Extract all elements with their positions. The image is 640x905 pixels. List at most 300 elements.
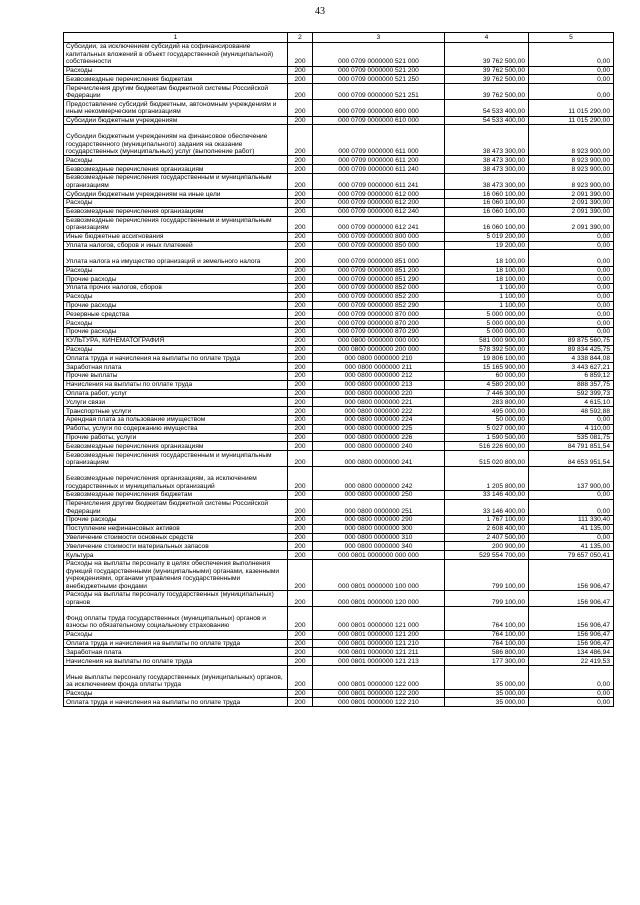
row-planned-amount: 516 226 600,00 xyxy=(445,442,529,451)
row-planned-amount: 18 100,00 xyxy=(445,266,529,275)
table-row xyxy=(64,590,614,606)
row-budget-code: 000 0709 0000000 611 200 xyxy=(313,156,445,165)
table-row xyxy=(64,198,614,207)
row-budget-code: 000 0709 0000000 850 000 xyxy=(313,241,445,250)
row-executed-amount: 11 015 290,00 xyxy=(529,100,614,116)
row-executed-amount: 137 900,00 xyxy=(529,467,614,491)
row-line-code: 200 xyxy=(288,207,313,216)
row-line-code: 200 xyxy=(288,389,313,398)
row-line-code: 200 xyxy=(288,499,313,515)
table-row xyxy=(64,424,614,433)
row-line-code: 200 xyxy=(288,491,313,500)
row-executed-amount: 0,00 xyxy=(529,665,614,689)
row-name: Расходы xyxy=(64,630,288,639)
table-row xyxy=(64,491,614,500)
row-name: Субсидии бюджетным учреждениям на финансовое обеспечение государственного (муниципального) задания на оказание государственных (муниципальных) услуг (выполнение работ) xyxy=(64,125,288,156)
row-planned-amount: 38 473 300,00 xyxy=(445,125,529,156)
row-executed-amount: 3 443 627,21 xyxy=(529,363,614,372)
row-planned-amount: 39 762 500,00 xyxy=(445,43,529,67)
row-budget-code: 000 0709 0000000 600 000 xyxy=(313,100,445,116)
row-name: Безвозмездные перечисления государственным и муниципальным организациям xyxy=(64,451,288,467)
row-executed-amount: 156 906,47 xyxy=(529,630,614,639)
row-name: Услуги связи xyxy=(64,398,288,407)
row-budget-code: 000 0709 0000000 851 000 xyxy=(313,250,445,266)
row-name: Прочие работы, услуги xyxy=(64,433,288,442)
table-row xyxy=(64,372,614,381)
row-line-code: 200 xyxy=(288,665,313,689)
row-executed-amount: 0,00 xyxy=(529,292,614,301)
row-budget-code: 000 0800 0000000 241 xyxy=(313,451,445,467)
row-executed-amount: 0,00 xyxy=(529,284,614,293)
row-line-code: 200 xyxy=(288,100,313,116)
table-row xyxy=(64,442,614,451)
row-budget-code: 000 0800 0000000 251 xyxy=(313,499,445,515)
row-line-code: 200 xyxy=(288,433,313,442)
table-row xyxy=(64,336,614,345)
row-executed-amount: 156 906,47 xyxy=(529,639,614,648)
table-row xyxy=(64,301,614,310)
table-row xyxy=(64,467,614,491)
table-row xyxy=(64,389,614,398)
row-executed-amount: 22 419,53 xyxy=(529,657,614,666)
table-row xyxy=(64,328,614,337)
row-name: Безвозмездные перечисления организациям xyxy=(64,207,288,216)
table-row xyxy=(64,66,614,75)
table-row xyxy=(64,241,614,250)
row-budget-code: 000 0709 0000000 611 000 xyxy=(313,125,445,156)
row-name: Резервные средства xyxy=(64,310,288,319)
row-planned-amount: 16 060 100,00 xyxy=(445,190,529,199)
column-header: 5 xyxy=(529,33,614,43)
row-executed-amount: 0,00 xyxy=(529,241,614,250)
row-name: Предоставление субсидий бюджетным, автономным учреждениям и иным некоммерческим организациям xyxy=(64,100,288,116)
table-row xyxy=(64,75,614,84)
row-name: Фонд оплаты труда государственных (муниципальных) органов и взносы по обязательному социальному страхованию xyxy=(64,607,288,631)
row-budget-code: 000 0800 0000000 225 xyxy=(313,424,445,433)
row-budget-code: 000 0800 0000000 300 xyxy=(313,524,445,533)
page-number: 43 xyxy=(315,6,325,17)
row-executed-amount: 592 399,73 xyxy=(529,389,614,398)
row-budget-code: 000 0800 0000000 340 xyxy=(313,542,445,551)
row-planned-amount: 16 060 100,00 xyxy=(445,207,529,216)
row-line-code: 200 xyxy=(288,363,313,372)
row-line-code: 200 xyxy=(288,125,313,156)
row-executed-amount: 79 657 050,41 xyxy=(529,551,614,560)
row-line-code: 200 xyxy=(288,630,313,639)
table-row xyxy=(64,207,614,216)
row-executed-amount: 2 091 390,00 xyxy=(529,190,614,199)
row-executed-amount: 156 906,47 xyxy=(529,607,614,631)
row-name: Субсидии бюджетным учреждениям xyxy=(64,116,288,125)
row-budget-code: 000 0801 0000000 121 213 xyxy=(313,657,445,666)
row-name: Культура xyxy=(64,551,288,560)
row-planned-amount: 38 473 300,00 xyxy=(445,156,529,165)
row-name: Заработная плата xyxy=(64,363,288,372)
table-row xyxy=(64,689,614,698)
row-line-code: 200 xyxy=(288,319,313,328)
column-header: 3 xyxy=(313,33,445,43)
row-line-code: 200 xyxy=(288,533,313,542)
row-name: Увеличение стоимости основных средств xyxy=(64,533,288,542)
table-row xyxy=(64,84,614,100)
row-planned-amount: 18 100,00 xyxy=(445,275,529,284)
row-line-code: 200 xyxy=(288,292,313,301)
row-line-code: 200 xyxy=(288,116,313,125)
row-budget-code: 000 0709 0000000 611 240 xyxy=(313,165,445,174)
table-row xyxy=(64,433,614,442)
row-executed-amount: 89 875 560,75 xyxy=(529,336,614,345)
row-name: Прочие расходы xyxy=(64,301,288,310)
table-row xyxy=(64,559,614,590)
table-row xyxy=(64,451,614,467)
row-executed-amount: 2 091 390,00 xyxy=(529,207,614,216)
row-executed-amount: 0,00 xyxy=(529,319,614,328)
table-row xyxy=(64,648,614,657)
row-executed-amount: 0,00 xyxy=(529,275,614,284)
row-executed-amount: 0,00 xyxy=(529,310,614,319)
row-executed-amount: 134 486,94 xyxy=(529,648,614,657)
row-budget-code: 000 0800 0000000 221 xyxy=(313,398,445,407)
row-name: Прочие расходы xyxy=(64,328,288,337)
row-name: Безвозмездные перечисления организациям, за исключением государственных и муниципальных организаций xyxy=(64,467,288,491)
table-row xyxy=(64,250,614,266)
row-budget-code: 000 0800 0000000 210 xyxy=(313,354,445,363)
row-name: Оплата работ, услуг xyxy=(64,389,288,398)
row-line-code: 200 xyxy=(288,328,313,337)
row-planned-amount: 1 205 800,00 xyxy=(445,467,529,491)
row-line-code: 200 xyxy=(288,424,313,433)
row-executed-amount: 4 338 844,08 xyxy=(529,354,614,363)
row-planned-amount: 15 165 900,00 xyxy=(445,363,529,372)
row-budget-code: 000 0709 0000000 612 241 xyxy=(313,216,445,232)
row-budget-code: 000 0801 0000000 121 000 xyxy=(313,607,445,631)
row-line-code: 200 xyxy=(288,354,313,363)
row-line-code: 200 xyxy=(288,407,313,416)
row-planned-amount: 5 019 200,00 xyxy=(445,232,529,241)
row-executed-amount: 0,00 xyxy=(529,698,614,707)
row-planned-amount: 16 060 100,00 xyxy=(445,216,529,232)
row-executed-amount: 84 653 951,54 xyxy=(529,451,614,467)
row-planned-amount: 764 100,00 xyxy=(445,639,529,648)
row-budget-code: 000 0801 0000000 000 000 xyxy=(313,551,445,560)
row-line-code: 200 xyxy=(288,275,313,284)
row-line-code: 200 xyxy=(288,559,313,590)
table-row xyxy=(64,165,614,174)
row-planned-amount: 18 100,00 xyxy=(445,250,529,266)
row-budget-code: 000 0801 0000000 122 210 xyxy=(313,698,445,707)
row-name: Оплата труда и начисления на выплаты по оплате труда xyxy=(64,639,288,648)
table-row xyxy=(64,310,614,319)
table-row xyxy=(64,345,614,354)
table-row xyxy=(64,516,614,525)
row-planned-amount: 38 473 300,00 xyxy=(445,173,529,189)
row-line-code: 200 xyxy=(288,542,313,551)
row-executed-amount: 2 091 390,00 xyxy=(529,198,614,207)
row-budget-code: 000 0801 0000000 122 000 xyxy=(313,665,445,689)
row-executed-amount: 89 834 425,75 xyxy=(529,345,614,354)
table-row xyxy=(64,607,614,631)
budget-table xyxy=(63,32,614,707)
row-budget-code: 000 0709 0000000 521 000 xyxy=(313,43,445,67)
row-executed-amount: 0,00 xyxy=(529,328,614,337)
row-budget-code: 000 0800 0000000 290 xyxy=(313,516,445,525)
row-line-code: 200 xyxy=(288,372,313,381)
row-planned-amount: 764 100,00 xyxy=(445,607,529,631)
row-line-code: 200 xyxy=(288,451,313,467)
row-executed-amount: 0,00 xyxy=(529,232,614,241)
row-executed-amount: 2 091 390,00 xyxy=(529,216,614,232)
table-row xyxy=(64,542,614,551)
row-name: Оплата труда и начисления на выплаты по оплате труда xyxy=(64,698,288,707)
row-budget-code: 000 0709 0000000 800 000 xyxy=(313,232,445,241)
table-row xyxy=(64,275,614,284)
row-planned-amount: 177 300,00 xyxy=(445,657,529,666)
row-budget-code: 000 0709 0000000 870 290 xyxy=(313,328,445,337)
row-executed-amount: 0,00 xyxy=(529,75,614,84)
row-planned-amount: 5 027 000,00 xyxy=(445,424,529,433)
row-line-code: 200 xyxy=(288,75,313,84)
row-planned-amount: 38 473 300,00 xyxy=(445,165,529,174)
column-header: 2 xyxy=(288,33,313,43)
row-budget-code: 000 0709 0000000 611 241 xyxy=(313,173,445,189)
table-row xyxy=(64,665,614,689)
row-planned-amount: 799 100,00 xyxy=(445,559,529,590)
row-planned-amount: 200 900,00 xyxy=(445,542,529,551)
row-planned-amount: 50 000,00 xyxy=(445,416,529,425)
row-budget-code: 000 0800 0000000 250 xyxy=(313,491,445,500)
row-line-code: 200 xyxy=(288,84,313,100)
row-line-code: 200 xyxy=(288,516,313,525)
row-name: Субсидии, за исключением субсидий на софинансирование капитальных вложений в объект государственной (муниципальной) собственности xyxy=(64,43,288,67)
row-line-code: 200 xyxy=(288,607,313,631)
row-planned-amount: 19 200,00 xyxy=(445,241,529,250)
row-planned-amount: 33 146 400,00 xyxy=(445,491,529,500)
row-planned-amount: 586 800,00 xyxy=(445,648,529,657)
row-planned-amount: 5 000 000,00 xyxy=(445,310,529,319)
table-row xyxy=(64,630,614,639)
row-budget-code: 000 0801 0000000 122 200 xyxy=(313,689,445,698)
row-budget-code: 000 0709 0000000 851 200 xyxy=(313,266,445,275)
row-planned-amount: 1 100,00 xyxy=(445,292,529,301)
table-row xyxy=(64,657,614,666)
row-line-code: 200 xyxy=(288,551,313,560)
table-row xyxy=(64,284,614,293)
row-planned-amount: 60 000,00 xyxy=(445,372,529,381)
row-executed-amount: 0,00 xyxy=(529,416,614,425)
row-name: Прочие выплаты xyxy=(64,372,288,381)
row-budget-code: 000 0800 0000000 200 000 xyxy=(313,345,445,354)
row-budget-code: 000 0801 0000000 121 200 xyxy=(313,630,445,639)
row-executed-amount: 4 615,10 xyxy=(529,398,614,407)
table-row xyxy=(64,398,614,407)
row-planned-amount: 33 146 400,00 xyxy=(445,499,529,515)
row-name: Расходы на выплаты персоналу в целях обеспечения выполнения функций государственными (муниципальными) органами, казенными учреждениями, органами управления государственными внебюджетными фондами xyxy=(64,559,288,590)
row-budget-code: 000 0709 0000000 612 240 xyxy=(313,207,445,216)
table-row xyxy=(64,363,614,372)
row-budget-code: 000 0800 0000000 224 xyxy=(313,416,445,425)
table-row xyxy=(64,125,614,156)
row-line-code: 200 xyxy=(288,241,313,250)
row-line-code: 200 xyxy=(288,380,313,389)
row-planned-amount: 5 000 000,00 xyxy=(445,319,529,328)
table-row xyxy=(64,173,614,189)
row-name: Уплата прочих налогов, сборов xyxy=(64,284,288,293)
row-budget-code: 000 0709 0000000 521 250 xyxy=(313,75,445,84)
row-budget-code: 000 0800 0000000 213 xyxy=(313,380,445,389)
row-name: Заработная плата xyxy=(64,648,288,657)
table-row xyxy=(64,156,614,165)
row-executed-amount: 535 081,75 xyxy=(529,433,614,442)
row-name: Оплата труда и начисления на выплаты по оплате труда xyxy=(64,354,288,363)
row-planned-amount: 283 800,00 xyxy=(445,398,529,407)
row-executed-amount: 4 110,00 xyxy=(529,424,614,433)
row-executed-amount: 0,00 xyxy=(529,533,614,542)
row-budget-code: 000 0709 0000000 852 290 xyxy=(313,301,445,310)
row-planned-amount: 1 100,00 xyxy=(445,284,529,293)
row-line-code: 200 xyxy=(288,198,313,207)
row-name: Расходы xyxy=(64,198,288,207)
row-budget-code: 000 0801 0000000 100 000 xyxy=(313,559,445,590)
row-name: Расходы xyxy=(64,319,288,328)
row-line-code: 200 xyxy=(288,398,313,407)
row-name: Перечисления другим бюджетам бюджетной системы Российской Федерации xyxy=(64,499,288,515)
row-planned-amount: 39 762 500,00 xyxy=(445,75,529,84)
row-line-code: 200 xyxy=(288,657,313,666)
row-budget-code: 000 0800 0000000 212 xyxy=(313,372,445,381)
row-planned-amount: 764 100,00 xyxy=(445,630,529,639)
row-executed-amount: 41 135,00 xyxy=(529,524,614,533)
row-budget-code: 000 0801 0000000 121 211 xyxy=(313,648,445,657)
table-row xyxy=(64,292,614,301)
row-budget-code: 000 0801 0000000 120 000 xyxy=(313,590,445,606)
row-name: Безвозмездные перечисления государственным и муниципальным организациям xyxy=(64,216,288,232)
row-line-code: 200 xyxy=(288,301,313,310)
row-executed-amount: 8 923 900,00 xyxy=(529,156,614,165)
row-budget-code: 000 0709 0000000 851 290 xyxy=(313,275,445,284)
row-name: Расходы xyxy=(64,689,288,698)
row-line-code: 200 xyxy=(288,165,313,174)
row-line-code: 200 xyxy=(288,689,313,698)
row-line-code: 200 xyxy=(288,43,313,67)
row-planned-amount: 799 100,00 xyxy=(445,590,529,606)
row-line-code: 200 xyxy=(288,442,313,451)
row-line-code: 200 xyxy=(288,639,313,648)
row-executed-amount: 84 791 851,54 xyxy=(529,442,614,451)
table-row xyxy=(64,524,614,533)
row-planned-amount: 54 533 400,00 xyxy=(445,100,529,116)
table-row xyxy=(64,639,614,648)
row-planned-amount: 54 533 400,00 xyxy=(445,116,529,125)
row-planned-amount: 529 554 700,00 xyxy=(445,551,529,560)
table-row xyxy=(64,43,614,67)
row-line-code: 200 xyxy=(288,345,313,354)
row-line-code: 200 xyxy=(288,467,313,491)
row-planned-amount: 16 060 100,00 xyxy=(445,198,529,207)
row-name: Безвозмездные перечисления бюджетам xyxy=(64,491,288,500)
row-planned-amount: 578 392 500,00 xyxy=(445,345,529,354)
table-row xyxy=(64,551,614,560)
row-name: Уплата налога на имущество организаций и земельного налога xyxy=(64,250,288,266)
row-executed-amount: 8 923 900,00 xyxy=(529,173,614,189)
row-name: Иные бюджетные ассигнования xyxy=(64,232,288,241)
row-executed-amount: 0,00 xyxy=(529,250,614,266)
row-executed-amount: 0,00 xyxy=(529,491,614,500)
row-line-code: 200 xyxy=(288,648,313,657)
row-name: Расходы xyxy=(64,266,288,275)
row-line-code: 200 xyxy=(288,232,313,241)
row-planned-amount: 39 762 500,00 xyxy=(445,66,529,75)
row-planned-amount: 1 767 100,00 xyxy=(445,516,529,525)
row-budget-code: 000 0709 0000000 612 200 xyxy=(313,198,445,207)
row-name: Расходы xyxy=(64,345,288,354)
row-name: Перечисления другим бюджетам бюджетной системы Российской Федерации xyxy=(64,84,288,100)
row-planned-amount: 2 407 500,00 xyxy=(445,533,529,542)
row-budget-code: 000 0709 0000000 870 200 xyxy=(313,319,445,328)
row-planned-amount: 2 608 400,00 xyxy=(445,524,529,533)
row-line-code: 200 xyxy=(288,66,313,75)
row-executed-amount: 11 015 290,00 xyxy=(529,116,614,125)
row-budget-code: 000 0709 0000000 610 000 xyxy=(313,116,445,125)
row-line-code: 200 xyxy=(288,416,313,425)
row-name: Расходы на выплаты персоналу государственных (муниципальных) органов xyxy=(64,590,288,606)
table-row xyxy=(64,533,614,542)
row-name: Начисления на выплаты по оплате труда xyxy=(64,657,288,666)
table-row xyxy=(64,266,614,275)
row-name: Прочие расходы xyxy=(64,516,288,525)
table-row xyxy=(64,698,614,707)
row-budget-code: 000 0709 0000000 521 200 xyxy=(313,66,445,75)
row-executed-amount: 0,00 xyxy=(529,301,614,310)
table-row xyxy=(64,216,614,232)
row-executed-amount: 8 923 900,00 xyxy=(529,125,614,156)
row-budget-code: 000 0800 0000000 226 xyxy=(313,433,445,442)
row-budget-code: 000 0800 0000000 220 xyxy=(313,389,445,398)
row-name: Поступление нефинансовых активов xyxy=(64,524,288,533)
row-budget-code: 000 0709 0000000 870 000 xyxy=(313,310,445,319)
row-line-code: 200 xyxy=(288,590,313,606)
table-row xyxy=(64,100,614,116)
row-line-code: 200 xyxy=(288,336,313,345)
row-budget-code: 000 0709 0000000 612 000 xyxy=(313,190,445,199)
table-header-row xyxy=(64,33,614,43)
row-executed-amount: 0,00 xyxy=(529,43,614,67)
row-executed-amount: 8 923 900,00 xyxy=(529,165,614,174)
row-executed-amount: 0,00 xyxy=(529,84,614,100)
row-line-code: 200 xyxy=(288,284,313,293)
row-line-code: 200 xyxy=(288,156,313,165)
row-budget-code: 000 0709 0000000 852 000 xyxy=(313,284,445,293)
column-header: 4 xyxy=(445,33,529,43)
row-planned-amount: 7 446 300,00 xyxy=(445,389,529,398)
row-executed-amount: 156 906,47 xyxy=(529,590,614,606)
table-row xyxy=(64,416,614,425)
row-line-code: 200 xyxy=(288,216,313,232)
row-planned-amount: 581 000 900,00 xyxy=(445,336,529,345)
row-line-code: 200 xyxy=(288,250,313,266)
row-planned-amount: 35 000,00 xyxy=(445,665,529,689)
row-executed-amount: 48 592,88 xyxy=(529,407,614,416)
row-name: Расходы xyxy=(64,156,288,165)
table-row xyxy=(64,190,614,199)
row-executed-amount: 6 859,12 xyxy=(529,372,614,381)
row-planned-amount: 35 000,00 xyxy=(445,698,529,707)
row-planned-amount: 1 100,00 xyxy=(445,301,529,310)
row-line-code: 200 xyxy=(288,698,313,707)
row-budget-code: 000 0709 0000000 852 200 xyxy=(313,292,445,301)
row-name: Расходы xyxy=(64,66,288,75)
row-budget-code: 000 0800 0000000 242 xyxy=(313,467,445,491)
row-name: Субсидии бюджетным учреждениям на иные цели xyxy=(64,190,288,199)
